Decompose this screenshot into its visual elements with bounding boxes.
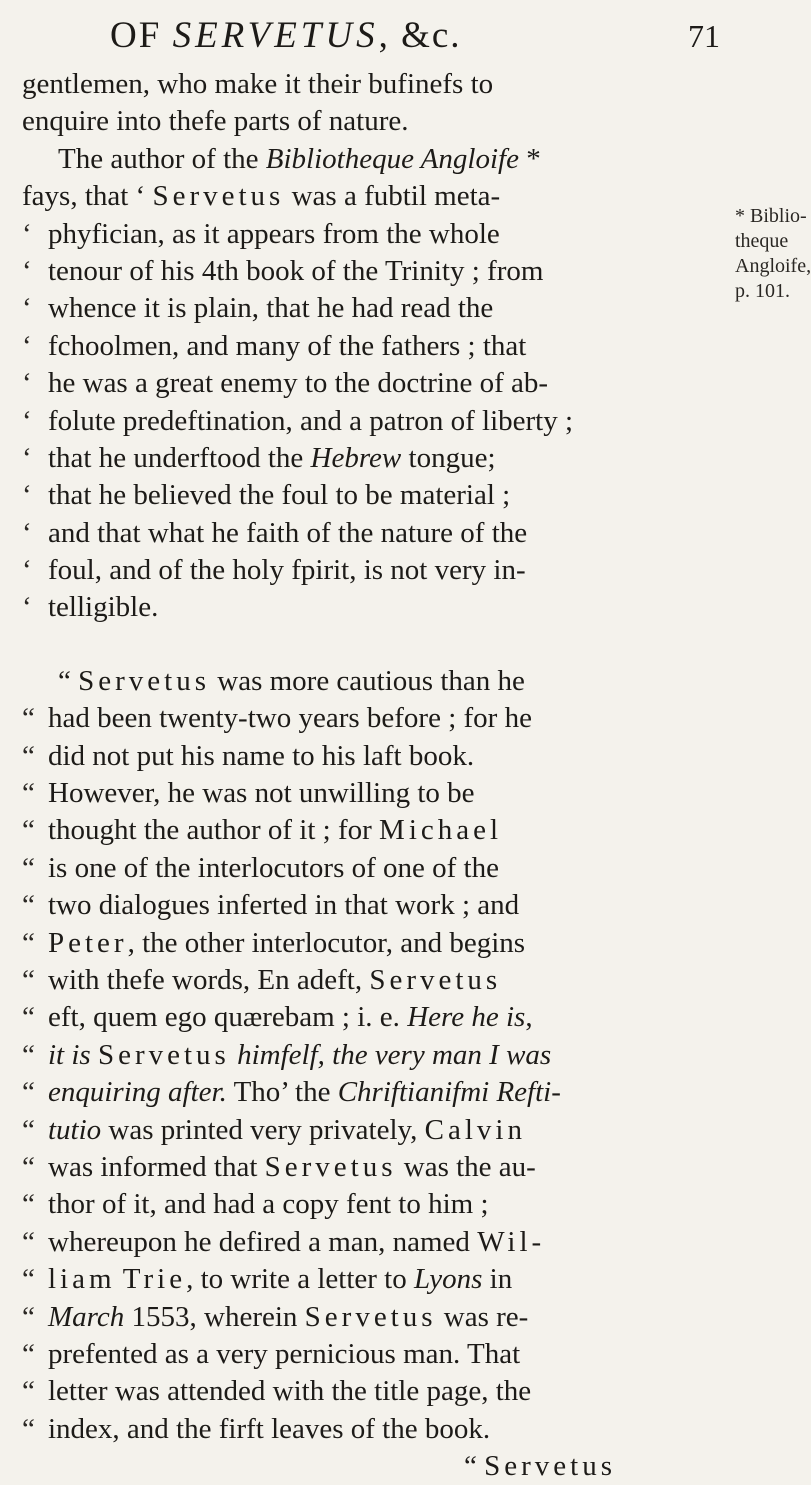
text-line: ‘ that he underftood the Hebrew tongue; [22,441,496,474]
text-line: ‘ and that what he faith of the nature of the [22,516,528,549]
text-line: fays, that ‘ Servetus was a fubtil meta- [22,180,501,213]
page-body [22,66,742,1485]
text-line: ‘ folute predeftination, and a patron of liberty ; [22,404,574,437]
paragraph-bibliotheque [22,66,742,627]
marginal-note-line: theque [735,230,789,252]
marginal-note-line: * Biblio- [735,205,807,227]
text-line: “ Servetus was more cautious than he [58,664,525,697]
text-line: ‘ phyfician, as it appears from the whole [22,217,500,250]
text-line: “ had been twenty-two years before ; for he [22,702,532,735]
text-line: ‘ tenour of his 4th book of the Trinity ; from [22,254,544,287]
running-title-suffix: , &c. [378,15,462,56]
text-line: ‘ he was a great enemy to the doctrine of ab- [22,367,549,400]
text-line: “ liam Trie, to write a letter to Lyons in [22,1263,513,1296]
text-line: “ two dialogues inferted in that work ; and [22,889,520,922]
text-line: “ with thefe words, En adeft, Servetus [22,963,502,996]
page-number: 71 [688,18,720,54]
text-line: ‘ fchoolmen, and many of the fathers ; that [22,329,527,362]
running-header [110,14,730,66]
text-line: “ However, he was not unwilling to be [22,777,475,810]
text-line: “ Peter, the other interlocutor, and begins [22,926,526,959]
text-line: “ index, and the firft leaves of the book. [22,1412,491,1445]
text-line: “ was informed that Servetus was the au- [22,1150,536,1183]
text-line: “ eft, quem ego quærebam ; i. e. Here he is, [22,1001,533,1034]
text-line: The author of the Bibliotheque Angloife * [58,142,541,175]
text-line: “ prefented as a very pernicious man. That [22,1337,521,1370]
running-title-name: SERVETUS [172,15,379,56]
marginal-note-line: p. 101. [735,280,790,302]
text-line: “ tutio was printed very privately, Calvin [22,1113,526,1146]
paragraph-gap [22,627,742,663]
text-line: “ thought the author of it ; for Michael [22,814,503,847]
marginal-note-line: Angloife, [735,255,811,277]
text-line: “ whereupon he defired a man, named Wil- [22,1225,546,1258]
text-line: enquire into thefe parts of nature. [22,105,409,138]
paragraph-servetus-cautious [22,663,742,1485]
text-line: ‘ whence it is plain, that he had read the [22,292,494,325]
text-line: “ it is Servetus himfelf, the very man I was [22,1038,552,1071]
text-line: “ did not put his name to his laft book. [22,739,475,772]
text-line: gentlemen, who make it their bufinefs to [22,68,494,100]
text-line: “ letter was attended with the title page, the [22,1375,532,1408]
text-line: “ thor of it, and had a copy fent to him ; [22,1188,489,1221]
text-line: ‘ telligible. [22,591,159,624]
text-line: “ is one of the interlocutors of one of the [22,851,499,884]
text-line: “ enquiring after. Tho’ the Chriftianifmi Refti- [22,1076,561,1109]
running-title-prefix: OF [110,15,173,56]
catchword: “ Servetus [464,1450,616,1483]
text-line: “ March 1553, wherein Servetus was re- [22,1300,529,1333]
text-line: ‘ foul, and of the holy fpirit, is not very in- [22,554,526,587]
text-line: ‘ that he believed the foul to be material ; [22,479,511,512]
